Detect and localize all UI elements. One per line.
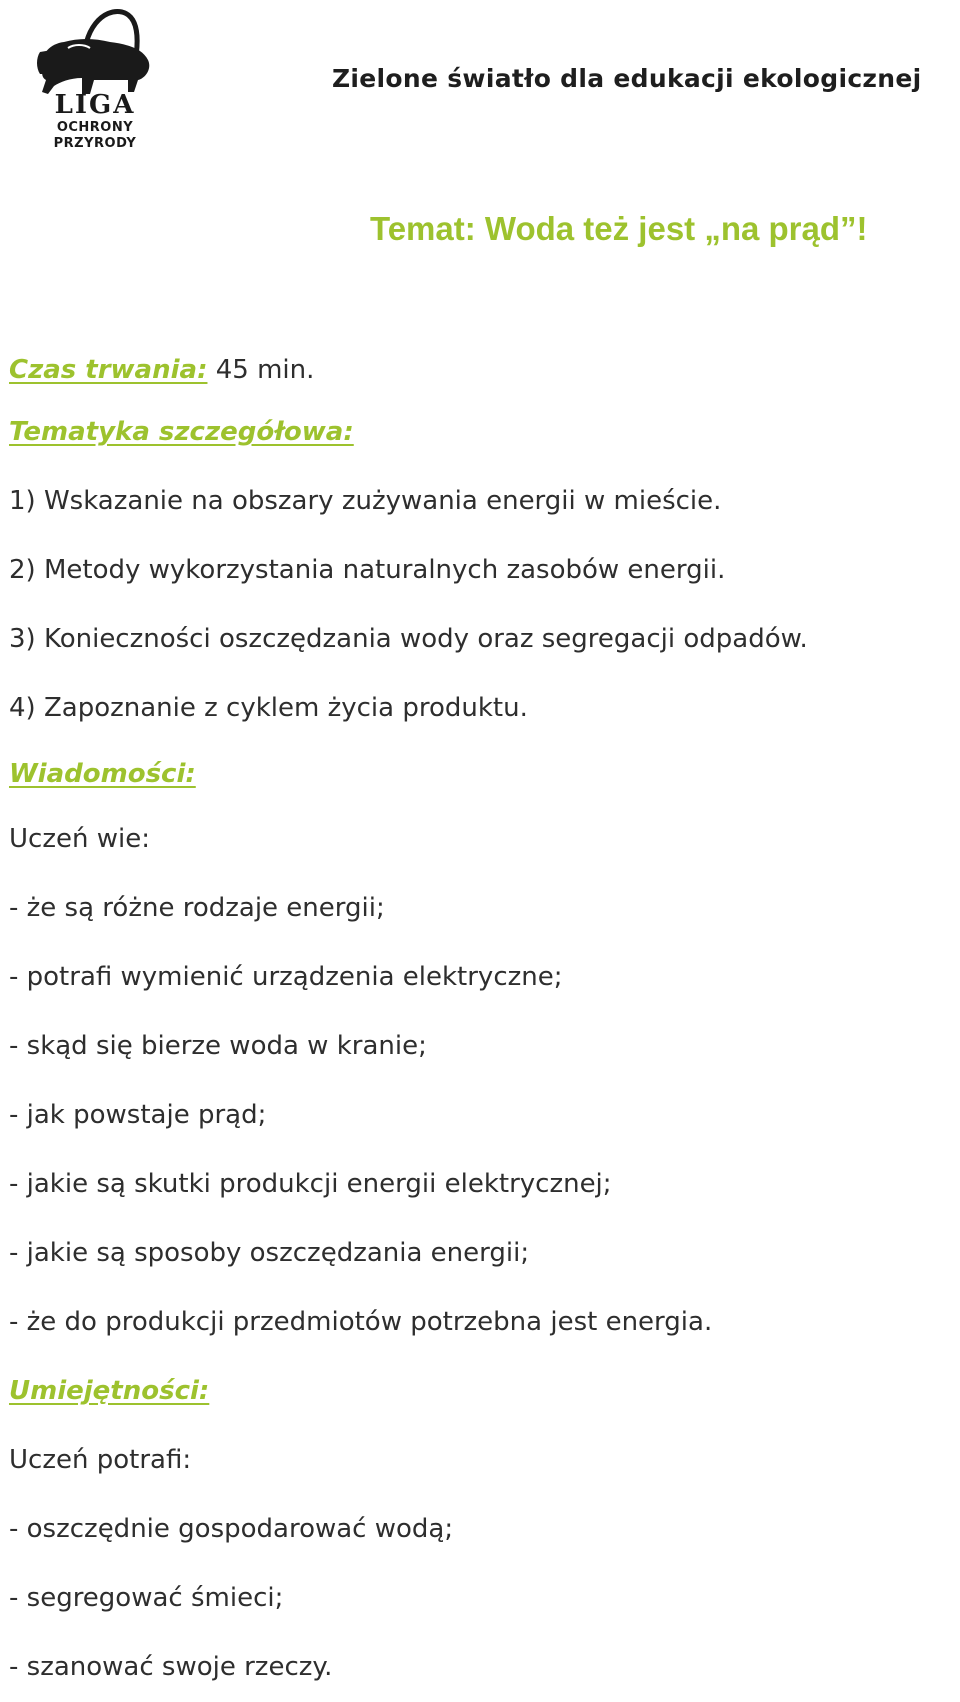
bison-emblem-icon [34, 8, 156, 98]
knowledge-item: - jakie są sposoby oszczędzania energii; [9, 1238, 530, 1268]
document-body [9, 350, 949, 1702]
duration-label: Czas trwania: [9, 355, 208, 385]
liga-ochrony-przyrody-logo [34, 8, 156, 158]
skills-heading: Umiejętności: [9, 1376, 210, 1406]
knowledge-heading: Wiadomości: [9, 759, 196, 789]
topics-heading: Tematyka szczegółowa: [9, 417, 354, 447]
topic-item: 3) Konieczności oszczędzania wody oraz segregacji odpadów. [9, 624, 808, 654]
duration-line [9, 350, 949, 390]
document-title: Temat: Woda też jest „na prąd”! [370, 210, 868, 247]
knowledge-item: - że są różne rodzaje energii; [9, 893, 385, 923]
logo-text-main: LIGA [54, 90, 136, 120]
topic-item: 2) Metody wykorzystania naturalnych zasobów energii. [9, 555, 726, 585]
knowledge-intro: Uczeń wie: [9, 824, 150, 854]
skills-item: - segregować śmieci; [9, 1583, 284, 1613]
duration-value: 45 min. [207, 355, 315, 385]
skills-intro: Uczeń potrafi: [9, 1445, 192, 1475]
logo-text-line2: PRZYRODY [53, 136, 137, 151]
header-tagline: Zielone światło dla edukacji ekologicznej [332, 64, 922, 93]
logo-text-line1: OCHRONY [56, 120, 134, 135]
knowledge-item: - potrafi wymienić urządzenia elektryczne; [9, 962, 563, 992]
knowledge-item: - jak powstaje prąd; [9, 1100, 267, 1130]
topic-item: 4) Zapoznanie z cyklem życia produktu. [9, 693, 528, 723]
knowledge-item: - jakie są skutki produkcji energii elektrycznej; [9, 1169, 612, 1199]
knowledge-item: - że do produkcji przedmiotów potrzebna jest energia. [9, 1307, 713, 1337]
topic-item: 1) Wskazanie na obszary zużywania energii w mieście. [9, 486, 722, 516]
document-header [0, 0, 960, 170]
knowledge-item: - skąd się bierze woda w kranie; [9, 1031, 427, 1061]
skills-item: - szanować swoje rzeczy. [9, 1652, 333, 1682]
skills-item: - oszczędnie gospodarować wodą; [9, 1514, 454, 1544]
